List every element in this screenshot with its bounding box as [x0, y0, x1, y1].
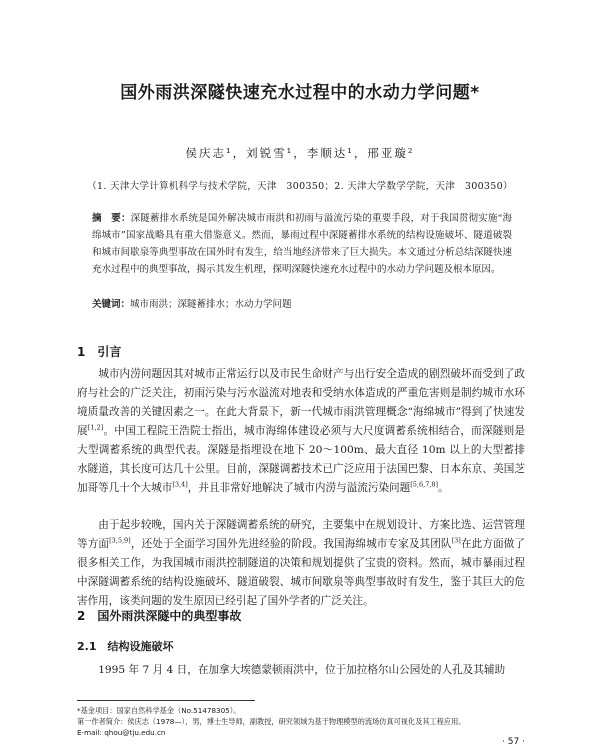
section2-paragraph-1: 1995 年 7 月 4 日，在加拿大埃德蒙顿雨洪中，位于加拉格尔山公园处的人孔及其辅助 — [98, 664, 506, 676]
abstract-text: 深隧蓄排水系统是国外解决城市雨洪和初雨与溢流污染的重要手段，对于我国贯彻实施“海绵城市”国家战略具有重大借鉴意义。然而，暴雨过程中深隧蓄排水系统的结构设施破坏、隧道破裂和城市间歇泉等典型事故在国外时有发生，给当地经济带来了巨大损失。本文通过分析总结深隧快速充水过程中的典型事故，揭示其发生机理，探明深隧快速充水过程中的水动力学问题及根本原因。 — [92, 213, 512, 275]
citation: [3,5,9] — [109, 536, 131, 545]
citation: [3,4] — [172, 480, 188, 489]
text-run: 城市内涝问题因其对城市正常运行以及市民生命财产与出行安全造成的剧烈破坏而受到了政府与社会的广泛关注，初雨污染与污水溢流对地表和受纳水体造成的严重危害则是制约城市水环境质量改善的关键因素之一。在此大背景下，新一代城市雨洪管理概念“海绵城市”得到了快速发展 — [77, 368, 525, 437]
author-list: 侯庆志¹，刘锐雪¹，李顺达¹，邢亚璇² — [185, 146, 415, 160]
citation: [1,2] — [87, 423, 104, 432]
page-number: · 57 · — [502, 737, 525, 747]
intro-paragraph-2 — [77, 516, 525, 611]
section-heading-introduction: 1 引言 — [77, 345, 122, 359]
section-heading-accidents: 2 国外雨洪深隧中的典型事故 — [77, 609, 242, 623]
footnote-divider — [77, 700, 255, 701]
abstract-label: 摘 要： — [92, 213, 131, 224]
text-run: ，并且非常好地解决了城市内涝与溢流污染问题 — [187, 482, 411, 494]
footnote-author: 第一作者简介：侯庆志（1978—），男，博士生导师，副教授，研究领域为基于物理模型的流场仿真可视化及其工程应用。 — [77, 717, 466, 726]
paper-title: 国外雨洪深隧快速充水过程中的水动力学问题* — [120, 83, 480, 103]
intro-paragraph-1 — [77, 365, 525, 498]
affiliation: （1. 天津大学计算机科学与技术学院，天津 300350；2. 天津大学数学学院，天津 300350） — [87, 181, 513, 192]
text-run: 。 — [438, 482, 449, 494]
abstract — [92, 210, 512, 278]
keywords-label: 关键词： — [92, 299, 131, 310]
citation: [5,6,7,8] — [410, 480, 439, 489]
text-run: ，还处于全面学习国外先进经验的阶段。我国海绵城市专家及其团队 — [130, 538, 452, 550]
footnote-fund: *基金项目：国家自然科学基金（No.51478305）。 — [77, 706, 241, 715]
footnote-email: E-mail: qhou@tju.edu.cn — [77, 728, 166, 737]
citation: [3] — [451, 536, 461, 545]
keywords — [92, 296, 512, 313]
text-run: 在此方面做了很多相关工作，为我国城市雨洪控制隧道的决策和规划提供了宝贵的资料。然而，城市暴雨过程中深隧调蓄系统的结构设施破坏、隧道破裂、城市间歇泉等典型事故时有发生，鉴于其巨大的危害作用，该类问题的发生原因已经引起了国外学者的广泛关注。 — [77, 538, 526, 607]
text-run: 。中国工程院王浩院士指出，城市海绵体建设必须与大尺度调蓄系统相结合，而深隧则是大型调蓄系统的典型代表。深隧是指埋设在地下 20～100m、最大直径 10m 以上的大型蓄排水隧道，其长度可达几十公里。目前，深隧调蓄技术已广泛应用于法国巴黎、日本东京、美国芝加哥等几十个大城市 — [77, 425, 526, 494]
text-run: 由于起步较晚，国内关于深隧调蓄系统的研究，主要集中在规划设计、方案比选、运营管理等方面 — [77, 519, 525, 550]
subsection-heading-structural-damage: 2.1 结构设施破坏 — [77, 640, 174, 653]
keywords-text: 城市雨洪；深隧蓄排水；水动力学问题 — [130, 299, 292, 310]
